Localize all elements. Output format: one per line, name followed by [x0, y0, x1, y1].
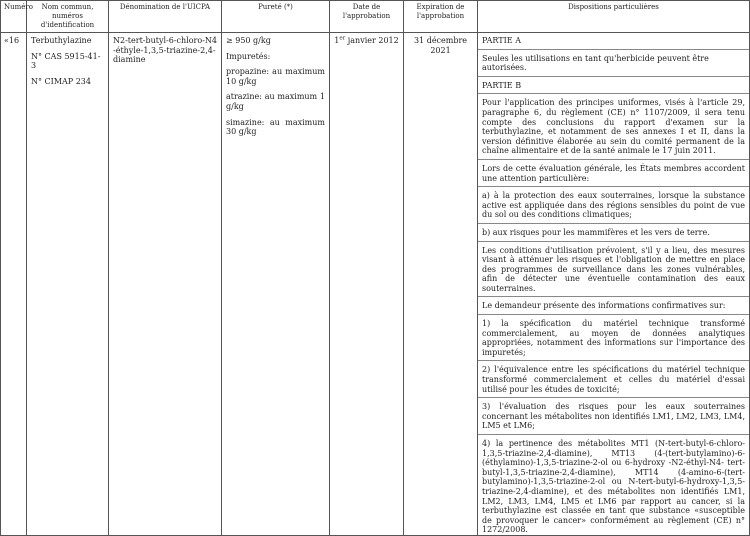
cell-expiration — [404, 33, 478, 536]
cas-number: N° CAS 5915-41-3 — [31, 51, 101, 71]
divider — [478, 159, 749, 160]
header-numero: Numéro — [1, 1, 27, 33]
demandeur-text: Le demandeur présente des informations confirmatives sur: — [482, 301, 726, 311]
divider — [478, 93, 749, 94]
divider — [478, 397, 749, 398]
confirmatory-item-3: 3) l'évaluation des risques pour les eaux souterraines concernant les métabolites non identifiés LM1, LM2, LM3, LM4, LM5 et LM6; — [482, 402, 745, 431]
cell-date-approbation — [330, 33, 404, 536]
cell-nom — [27, 33, 109, 536]
divider — [478, 314, 749, 315]
cimap-number: N° CIMAP 234 — [31, 76, 91, 86]
cell-purete — [222, 33, 330, 536]
header-dispositions: Dispositions particulières — [478, 1, 750, 33]
substance-name: Terbuthylazine — [31, 36, 92, 45]
header-date-approbation: Date de l'approbation — [330, 1, 404, 33]
impurity-simazine: simazine: au maximum 30 g/kg — [226, 117, 325, 137]
impurity-propazine: propazine: au maximum 10 g/kg — [226, 67, 325, 86]
impurity-atrazine: atrazine: au maximum 1 g/kg — [226, 92, 325, 111]
header-nom: Nom commun, numéros d'identification — [27, 1, 109, 33]
divider — [478, 186, 749, 187]
attention-text: Lors de cette évaluation générale, les États membres accordent une attention particulière: — [482, 163, 745, 183]
divider — [478, 223, 749, 224]
table-header-row — [1, 1, 750, 33]
herbicide-text: Seules les utilisations en tant qu'herbicide peuvent être autorisées. — [482, 53, 709, 73]
impurities-label: Impuretés: — [226, 51, 271, 61]
approval-date-day: 1 — [334, 36, 340, 45]
confirmatory-item-1: 1) la spécification du matériel technique transformé commercialement, au moyen de données analytiques appropriées, notamment des informations sur l'importance des impuretés; — [482, 319, 745, 357]
approval-date-rest: janvier 2012 — [345, 36, 399, 45]
confirmatory-item-2: 2) l'équivalence entre les spécifications du matériel technique transformé commercialement et celles du matériel d'essai utilisé pour les études de toxicité; — [482, 365, 745, 394]
cell-numero — [1, 33, 27, 536]
divider — [478, 76, 749, 77]
cell-iupac — [109, 33, 222, 536]
point-b-text: b) aux risques pour les mammifères et les vers de terre. — [482, 227, 710, 237]
partie-a-heading: PARTIE A — [482, 36, 521, 45]
conditions-text: Les conditions d'utilisation prévoient, s'il y a lieu, des mesures visant à atténuer les risques et l'obligation de mettre en place des programmes de surveillance dans les zones vulnérables, afin de détecter une éventuelle contamination des eaux souterraines. — [482, 245, 745, 293]
divider — [478, 49, 749, 50]
divider — [478, 360, 749, 361]
approval-date-sup: er — [339, 35, 346, 42]
iupac-name: N2-tert-butyl-6-chloro-N4-éthyle-1,3,5-triazine-2,4-diamine — [113, 36, 217, 65]
row-number: «16 — [4, 36, 20, 45]
table-row — [1, 33, 750, 536]
header-purete: Pureté (*) — [222, 1, 330, 33]
approval-date — [334, 36, 398, 45]
confirmatory-item-4: 4) la pertinence des métabolites MT1 (N-tert-butyl-6-chloro-1,3,5-triazine-2,4-diamine), MT13 (4-(tert-butylamino)-6-(éthylamino)-1,3,5-triazine-2-ol ou 6-hydroxy -N2-éthyl-N4- tert-butyl-1,3,5-triazine-2,4-diamine), MT14 (4-amino-6-(tert-butylamino)-1,3,5-triazine-2-ol ou N-tert-butyl-6-hydroxy-1,3,5-triazine-2,4-diamine), et des métabolites non identifiés LM1, LM2, LM3, LM4, LM5 et LM6 par rapport au cancer, si la terbuthylazine est classée en tant que substance «susceptible de provoquer le cancer» conformément au règlement (CE) n° 1272/2008. — [482, 439, 745, 535]
cell-dispositions — [478, 33, 750, 536]
expiration-date: 31 décembre 2021 — [413, 36, 468, 55]
header-expiration: Expiration de l'approbation — [404, 1, 478, 33]
application-text: Pour l'application des principes uniformes, visés à l'article 29, paragraphe 6, du règlement (CE) n° 1107/2009, il sera tenu compte des conclusions du rapport d'examen sur la terbuthylazine, et notamment de ses annexes I et II, dans la version définitive élaborée au sein du comité permanent de la chaîne alimentaire et de la santé animale le 17 juin 2011. — [482, 98, 745, 156]
divider — [478, 296, 749, 297]
divider — [478, 241, 749, 242]
point-a-text: a) à la protection des eaux souterraines, lorsque la substance active est appliquée dans des régions sensibles du point de vue du sol ou des conditions climatiques; — [482, 191, 745, 220]
header-iupac: Dénomination de l'UICPA — [109, 1, 222, 33]
divider — [478, 434, 749, 435]
partie-b-heading: PARTIE B — [482, 80, 522, 90]
purity-main: ≥ 950 g/kg — [226, 36, 271, 45]
